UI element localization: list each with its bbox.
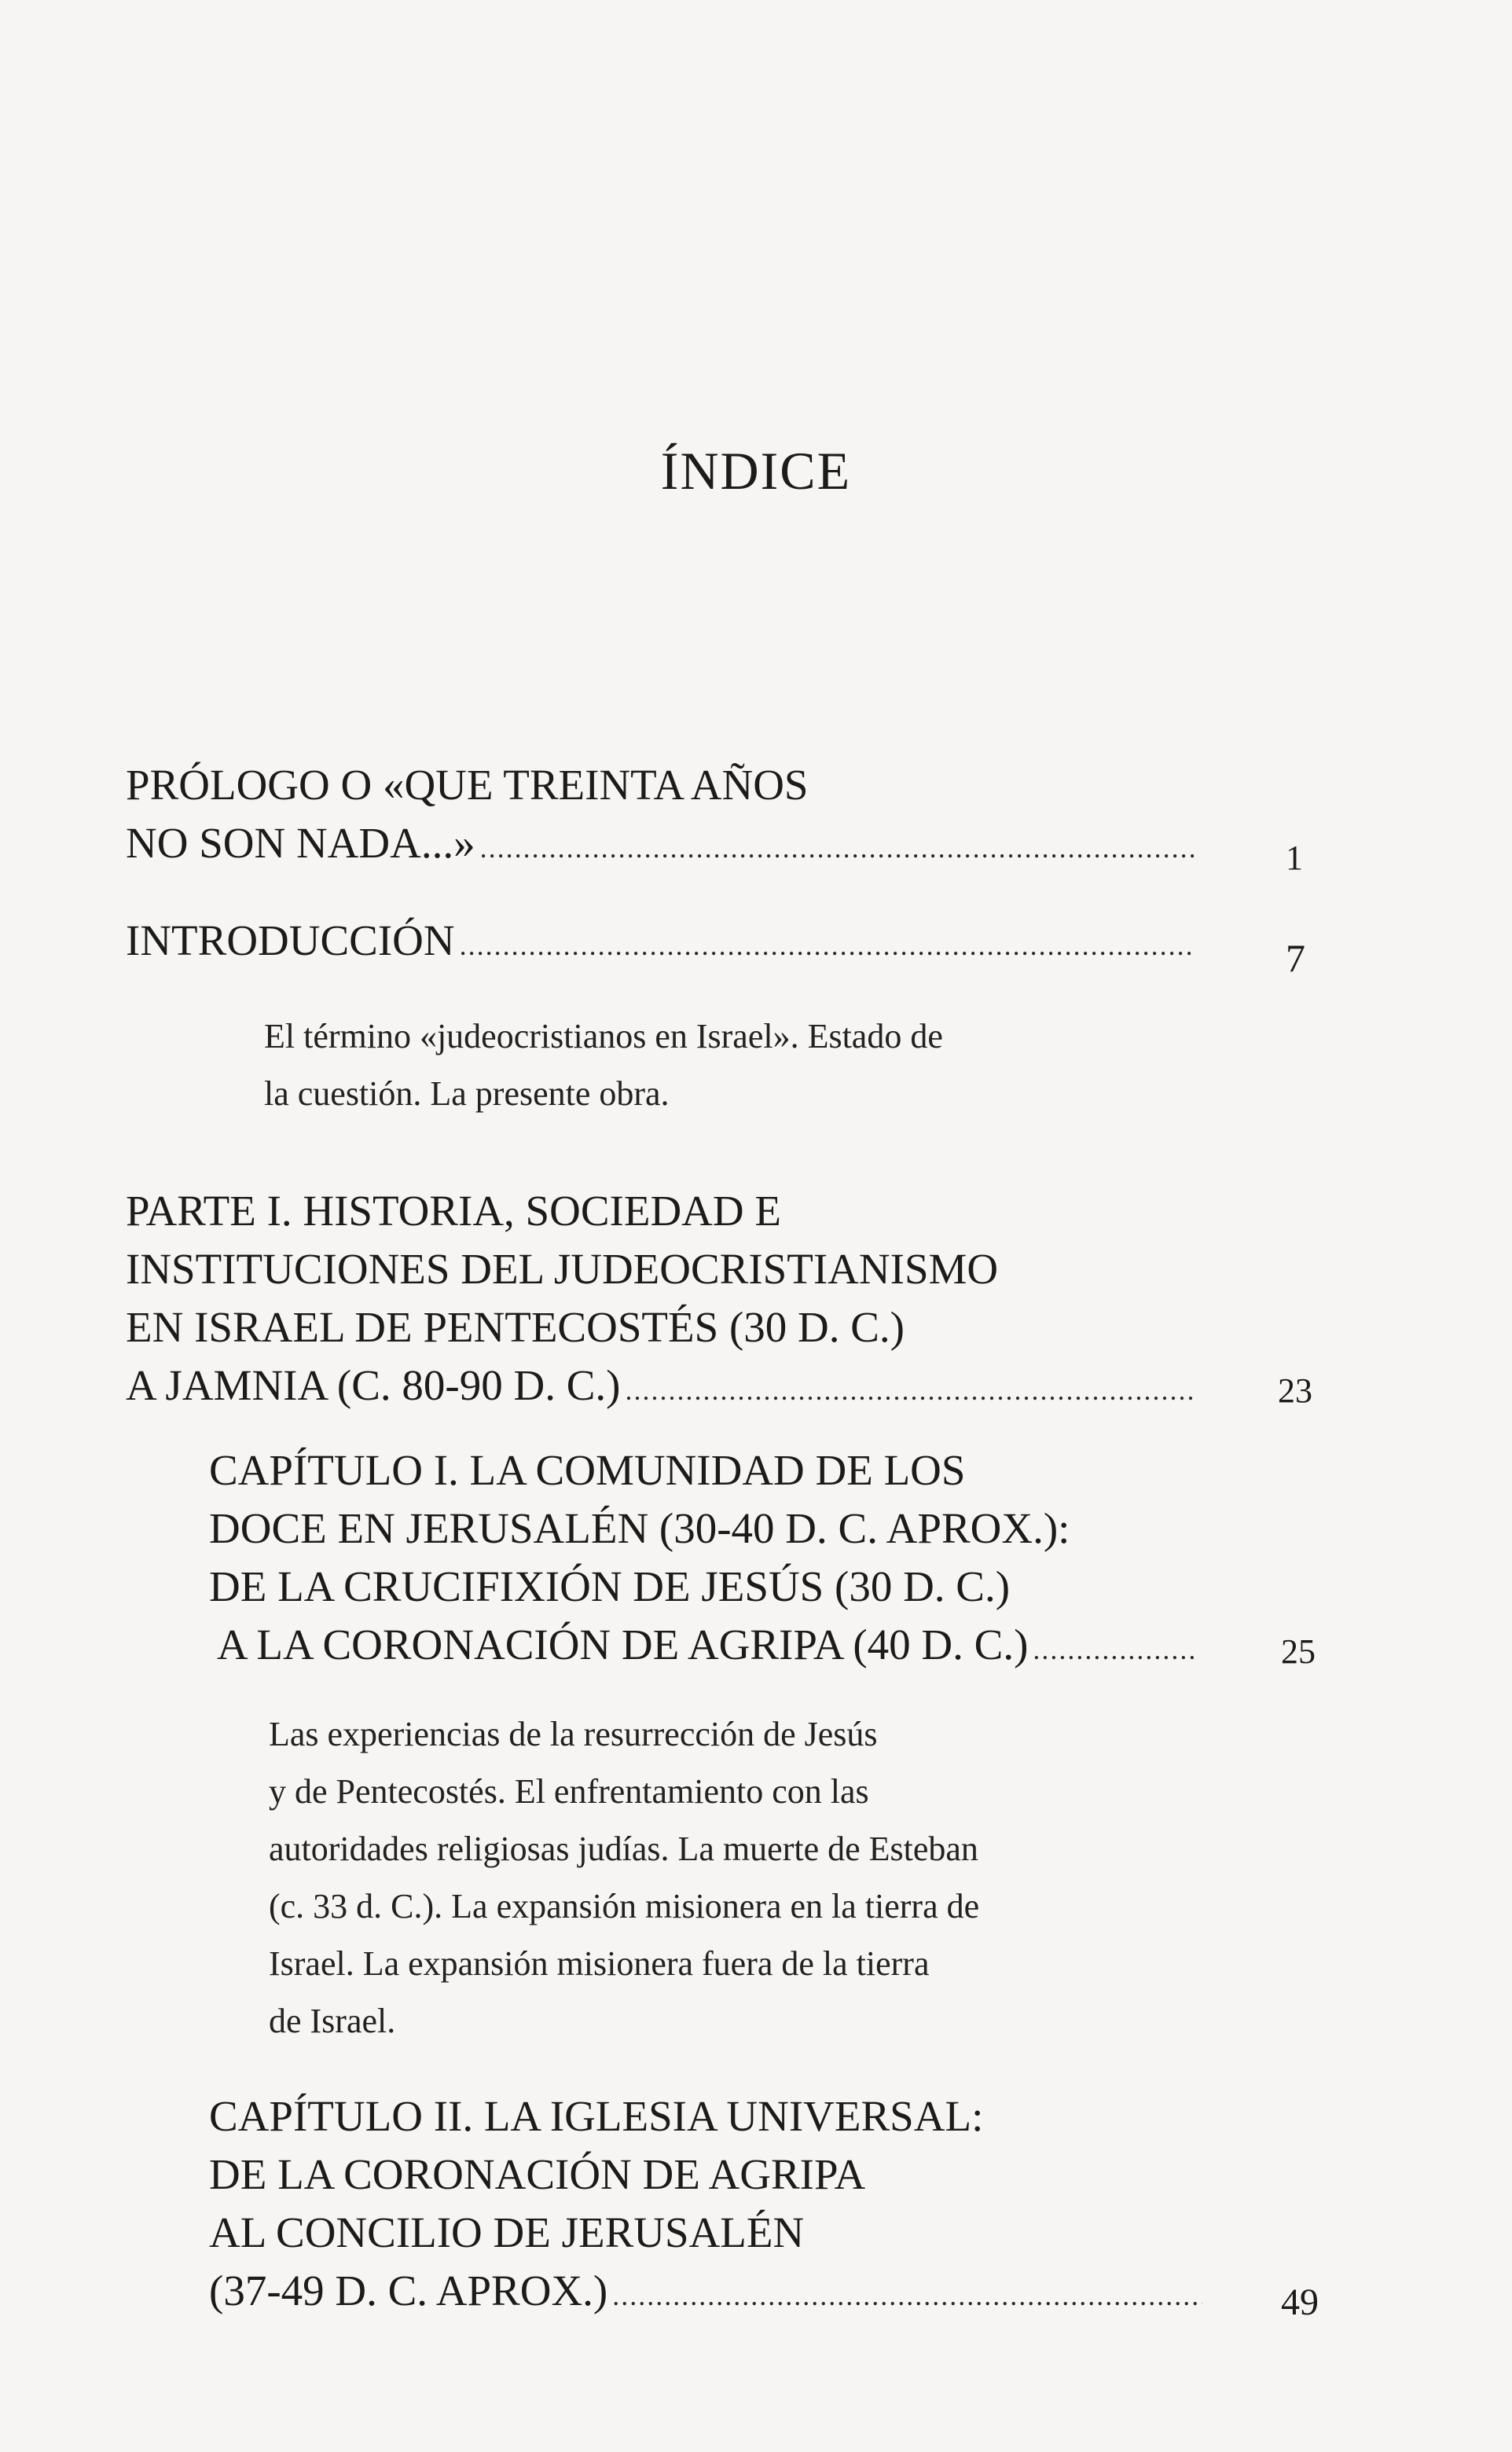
toc-heading-line: EN ISRAEL DE PENTECOSTÉS (30 D. C.) [126, 1303, 905, 1351]
toc-heading-text: INTRODUCCIÓN [126, 916, 455, 964]
toc-heading-text: A JAMNIA (C. 80-90 D. C.) [126, 1361, 621, 1409]
toc-heading-last-line [209, 1616, 1195, 1679]
toc-heading-line: DE LA CORONACIÓN DE AGRIPA [209, 2150, 866, 2198]
description-line: Las experiencias de la resurrección de Jesús [269, 1715, 878, 1753]
description-line: y de Pentecostés. El enfrentamiento con las [269, 1772, 869, 1811]
dot-leader [1033, 1621, 1195, 1679]
toc-heading-line: AL CONCILIO DE JERUSALÉN [209, 2208, 805, 2256]
toc-heading-text: NO SON NADA...» [126, 819, 475, 867]
toc-entry-description [264, 1008, 943, 1122]
toc-entry-description [269, 1705, 979, 2050]
description-line: (c. 33 d. C.). La expansión misionera en la tierra de [269, 1887, 980, 1925]
page-number: 25 [1281, 1632, 1316, 1671]
description-line: la cuestión. La presente obra. [264, 1074, 670, 1113]
toc-heading-line: INSTITUCIONES DEL JUDEOCRISTIANISMO [126, 1245, 999, 1293]
description-line: de Israel. [269, 2002, 396, 2040]
toc-heading-line: PRÓLOGO O «QUE TREINTA AÑOS [126, 761, 809, 809]
dot-leader [460, 916, 1195, 975]
toc-entry-heading [209, 2087, 1202, 2325]
toc-entry-capitulo-1[interactable] [209, 1441, 1195, 1679]
page-title: ÍNDICE [660, 441, 852, 501]
dot-leader [480, 819, 1195, 877]
toc-entry-heading [126, 756, 1195, 877]
toc-heading-last-line [126, 912, 1195, 975]
toc-entry-heading [126, 1182, 1195, 1419]
toc-entry-heading [126, 912, 1195, 975]
dot-leader [612, 2267, 1202, 2325]
description-line: El término «judeocristianos en Israel». Estado de [264, 1017, 943, 1055]
toc-heading-last-line [209, 2262, 1202, 2325]
toc-heading-text: (37-49 D. C. APROX.) [209, 2267, 608, 2314]
toc-heading-line: DOCE EN JERUSALÉN (30-40 D. C. APROX.): [209, 1504, 1070, 1552]
toc-entry-capitulo-2[interactable] [209, 2087, 1202, 2325]
toc-heading-line: DE LA CRUCIFIXIÓN DE JESÚS (30 D. C.) [209, 1562, 1011, 1610]
page-number: 1 [1286, 839, 1303, 877]
page-number: 23 [1278, 1371, 1312, 1410]
toc-heading-line: CAPÍTULO II. LA IGLESIA UNIVERSAL: [209, 2092, 984, 2140]
toc-entry-heading [209, 1441, 1195, 1679]
description-line: autoridades religiosas judías. La muerte de Esteban [269, 1830, 978, 1868]
description-line: Israel. La expansión misionera fuera de la tierra [269, 1944, 930, 1983]
toc-heading-last-line [126, 814, 1195, 877]
toc-heading-text: A LA CORONACIÓN DE AGRIPA (40 D. C.) [217, 1621, 1029, 1668]
dot-leader [625, 1361, 1195, 1419]
toc-heading-line: CAPÍTULO I. LA COMUNIDAD DE LOS [209, 1446, 966, 1494]
toc-heading-line: PARTE I. HISTORIA, SOCIEDAD E [126, 1187, 781, 1235]
page-number: 7 [1286, 936, 1305, 980]
toc-entry-parte-1[interactable] [126, 1182, 1195, 1419]
toc-entry-prologo[interactable] [126, 756, 1195, 877]
page-number: 49 [1281, 2281, 1319, 2323]
toc-heading-last-line [126, 1356, 1195, 1419]
toc-entry-introduccion[interactable] [126, 912, 1195, 975]
